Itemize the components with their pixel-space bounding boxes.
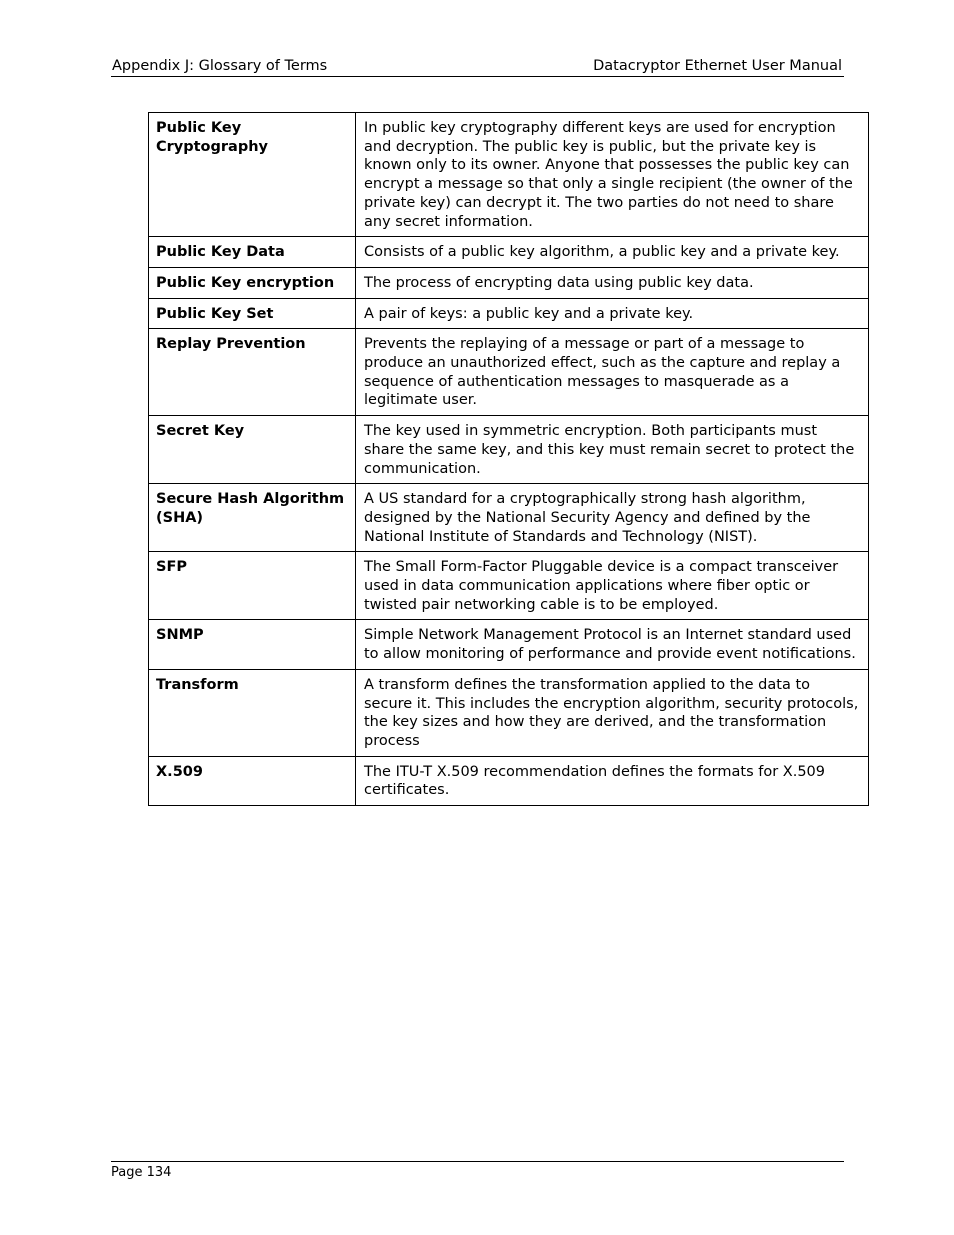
- glossary-definition: The Small Form-Factor Pluggable device is a compact transceiver used in data communication applications where fiber optic or twisted pair networking cable is to be employed.: [356, 552, 869, 620]
- table-row: [149, 237, 869, 268]
- page-number: Page 134: [111, 1165, 172, 1180]
- glossary-term: Transform: [149, 669, 356, 756]
- glossary-term: Public Key Set: [149, 298, 356, 329]
- glossary-definition: The key used in symmetric encryption. Both participants must share the same key, and this key must remain secret to protect the communication.: [356, 416, 869, 484]
- glossary-definition: A pair of keys: a public key and a private key.: [356, 298, 869, 329]
- table-row: [149, 620, 869, 669]
- table-row: [149, 416, 869, 484]
- glossary-definition: In public key cryptography different keys are used for encryption and decryption. The public key is public, but the private key is known only to its owner. Anyone that possesses the public key can encrypt a message so that only a single recipient (the owner of the private key) can decrypt it. The two parties do not need to share any secret information.: [356, 113, 869, 237]
- glossary-definition: The ITU-T X.509 recommendation defines the formats for X.509 certificates.: [356, 756, 869, 805]
- page-footer: [111, 1161, 844, 1182]
- glossary-definition: A US standard for a cryptographically strong hash algorithm, designed by the National Security Agency and defined by the National Institute of Standards and Technology (NIST).: [356, 484, 869, 552]
- glossary-term: Replay Prevention: [149, 329, 356, 416]
- glossary-definition: Prevents the replaying of a message or part of a message to produce an unauthorized effect, such as the capture and replay a sequence of authentication messages to masquerade as a legitimate user.: [356, 329, 869, 416]
- glossary-term: SFP: [149, 552, 356, 620]
- glossary-definition: The process of encrypting data using public key data.: [356, 267, 869, 298]
- glossary-definition: Simple Network Management Protocol is an Internet standard used to allow monitoring of performance and provide event notifications.: [356, 620, 869, 669]
- glossary-term: Public Key Cryptography: [149, 113, 356, 237]
- header-section-title: Appendix J: Glossary of Terms: [112, 58, 328, 74]
- glossary-term: Secret Key: [149, 416, 356, 484]
- table-row: [149, 113, 869, 237]
- glossary-term: X.509: [149, 756, 356, 805]
- table-row: [149, 669, 869, 756]
- glossary-term: SNMP: [149, 620, 356, 669]
- table-row: [149, 329, 869, 416]
- glossary-definition: Consists of a public key algorithm, a public key and a private key.: [356, 237, 869, 268]
- page-header: [111, 55, 844, 77]
- table-row: [149, 484, 869, 552]
- glossary-term: Public Key Data: [149, 237, 356, 268]
- header-manual-title: Datacryptor Ethernet User Manual: [593, 58, 842, 74]
- glossary-term: Public Key encryption: [149, 267, 356, 298]
- table-row: [149, 552, 869, 620]
- table-row: [149, 756, 869, 805]
- glossary-table: [148, 112, 869, 806]
- table-row: [149, 267, 869, 298]
- glossary-definition: A transform defines the transformation applied to the data to secure it. This includes the encryption algorithm, security protocols, the key sizes and how they are derived, and the transformation process: [356, 669, 869, 756]
- table-row: [149, 298, 869, 329]
- glossary-term: Secure Hash Algorithm (SHA): [149, 484, 356, 552]
